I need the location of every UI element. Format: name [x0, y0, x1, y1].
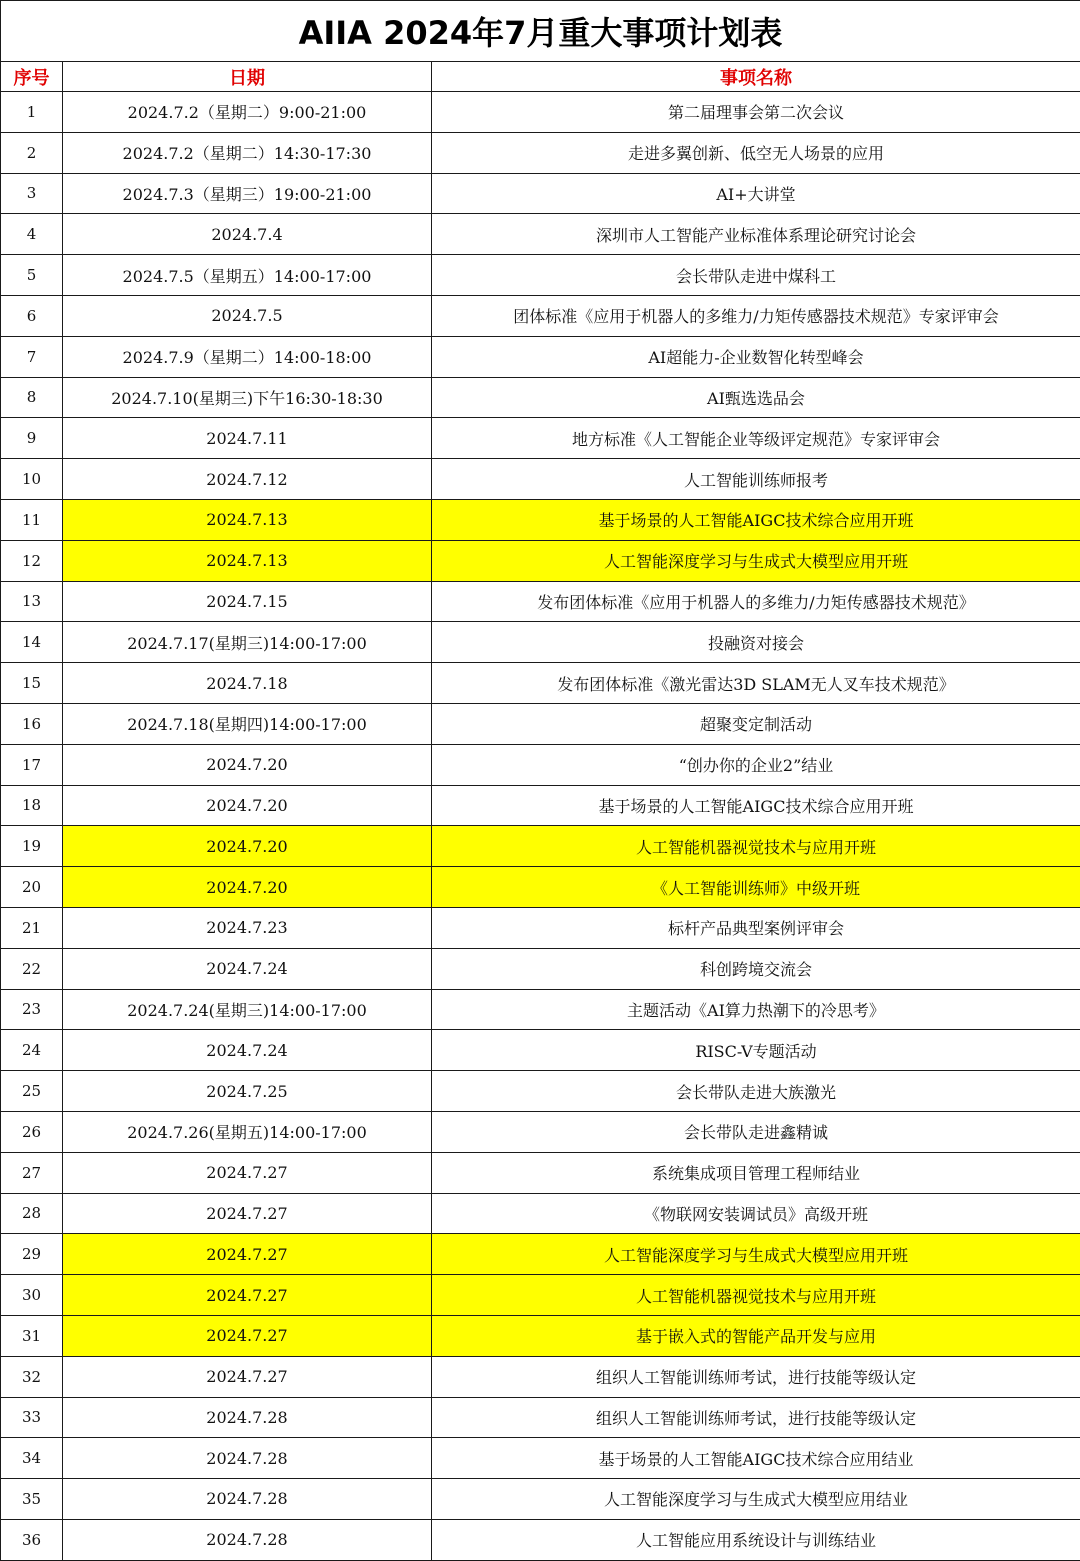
- row-index-cell: 30: [1, 1275, 63, 1316]
- table-row: [1, 1234, 1080, 1275]
- row-date-cell: 2024.7.3（星期三）19:00-21:00: [63, 173, 432, 214]
- row-date-cell: 2024.7.2（星期二）14:30-17:30: [63, 132, 432, 173]
- table-row: [1, 1315, 1080, 1356]
- title-row: [1, 1, 1080, 62]
- row-date-cell: 2024.7.13: [63, 540, 432, 581]
- table-row: [1, 1479, 1080, 1520]
- row-index-cell: 14: [1, 622, 63, 663]
- row-date-cell: 2024.7.27: [63, 1275, 432, 1316]
- row-date-cell: 2024.7.25: [63, 1071, 432, 1112]
- row-event-cell: 人工智能深度学习与生成式大模型应用开班: [432, 540, 1080, 581]
- table-row: [1, 1397, 1080, 1438]
- row-index-cell: 19: [1, 826, 63, 867]
- row-index-cell: 35: [1, 1479, 63, 1520]
- row-index-cell: 9: [1, 418, 63, 459]
- row-date-cell: 2024.7.9（星期二）14:00-18:00: [63, 336, 432, 377]
- table-row: [1, 132, 1080, 173]
- row-date-cell: 2024.7.27: [63, 1152, 432, 1193]
- row-index-cell: 16: [1, 703, 63, 744]
- row-date-cell: 2024.7.18: [63, 663, 432, 704]
- table-row: [1, 703, 1080, 744]
- row-event-cell: AI超能力-企业数智化转型峰会: [432, 336, 1080, 377]
- row-date-cell: 2024.7.5: [63, 295, 432, 336]
- row-index-cell: 21: [1, 907, 63, 948]
- row-event-cell: 会长带队走进中煤科工: [432, 255, 1080, 296]
- row-date-cell: 2024.7.24: [63, 1030, 432, 1071]
- row-index-cell: 29: [1, 1234, 63, 1275]
- table-row: [1, 1438, 1080, 1479]
- table-row: [1, 622, 1080, 663]
- row-date-cell: 2024.7.20: [63, 744, 432, 785]
- row-index-cell: 4: [1, 214, 63, 255]
- row-index-cell: 8: [1, 377, 63, 418]
- row-index-cell: 2: [1, 132, 63, 173]
- row-index-cell: 32: [1, 1356, 63, 1397]
- row-event-cell: 基于场景的人工智能AIGC技术综合应用开班: [432, 499, 1080, 540]
- row-index-cell: 25: [1, 1071, 63, 1112]
- row-date-cell: 2024.7.17(星期三)14:00-17:00: [63, 622, 432, 663]
- row-event-cell: 超聚变定制活动: [432, 703, 1080, 744]
- row-event-cell: 第二届理事会第二次会议: [432, 92, 1080, 133]
- row-event-cell: “创办你的企业2”结业: [432, 744, 1080, 785]
- row-index-cell: 13: [1, 581, 63, 622]
- row-date-cell: 2024.7.15: [63, 581, 432, 622]
- row-event-cell: 人工智能机器视觉技术与应用开班: [432, 1275, 1080, 1316]
- table-row: [1, 540, 1080, 581]
- header-row: [1, 62, 1080, 92]
- table-row: [1, 214, 1080, 255]
- row-event-cell: 发布团体标准《激光雷达3D SLAM无人叉车技术规范》: [432, 663, 1080, 704]
- table-row: [1, 1152, 1080, 1193]
- row-event-cell: 基于场景的人工智能AIGC技术综合应用开班: [432, 785, 1080, 826]
- table-row: [1, 581, 1080, 622]
- row-date-cell: 2024.7.11: [63, 418, 432, 459]
- row-index-cell: 23: [1, 989, 63, 1030]
- row-date-cell: 2024.7.13: [63, 499, 432, 540]
- row-event-cell: 人工智能应用系统设计与训练结业: [432, 1519, 1080, 1560]
- row-event-cell: 基于嵌入式的智能产品开发与应用: [432, 1315, 1080, 1356]
- row-index-cell: 15: [1, 663, 63, 704]
- row-event-cell: 人工智能训练师报考: [432, 459, 1080, 500]
- row-date-cell: 2024.7.28: [63, 1397, 432, 1438]
- row-event-cell: 系统集成项目管理工程师结业: [432, 1152, 1080, 1193]
- row-index-cell: 17: [1, 744, 63, 785]
- row-date-cell: 2024.7.24(星期三)14:00-17:00: [63, 989, 432, 1030]
- row-date-cell: 2024.7.28: [63, 1519, 432, 1560]
- row-event-cell: AI+大讲堂: [432, 173, 1080, 214]
- table-row: [1, 255, 1080, 296]
- row-index-cell: 27: [1, 1152, 63, 1193]
- row-date-cell: 2024.7.27: [63, 1193, 432, 1234]
- table-row: [1, 92, 1080, 133]
- row-index-cell: 20: [1, 867, 63, 908]
- header-date: 日期: [63, 62, 432, 92]
- row-date-cell: 2024.7.27: [63, 1234, 432, 1275]
- row-event-cell: AI甄选选品会: [432, 377, 1080, 418]
- row-date-cell: 2024.7.2（星期二）9:00-21:00: [63, 92, 432, 133]
- table-row: [1, 663, 1080, 704]
- row-date-cell: 2024.7.5（星期五）14:00-17:00: [63, 255, 432, 296]
- row-index-cell: 5: [1, 255, 63, 296]
- row-event-cell: 人工智能深度学习与生成式大模型应用结业: [432, 1479, 1080, 1520]
- row-index-cell: 1: [1, 92, 63, 133]
- header-event: 事项名称: [432, 62, 1080, 92]
- row-event-cell: 《物联网安装调试员》高级开班: [432, 1193, 1080, 1234]
- row-date-cell: 2024.7.10(星期三)下午16:30-18:30: [63, 377, 432, 418]
- row-index-cell: 22: [1, 948, 63, 989]
- table-row: [1, 1071, 1080, 1112]
- row-index-cell: 34: [1, 1438, 63, 1479]
- row-index-cell: 31: [1, 1315, 63, 1356]
- page-title: AIIA 2024年7月重大事项计划表: [1, 1, 1080, 62]
- row-date-cell: 2024.7.28: [63, 1479, 432, 1520]
- row-date-cell: 2024.7.23: [63, 907, 432, 948]
- table-row: [1, 989, 1080, 1030]
- row-index-cell: 28: [1, 1193, 63, 1234]
- table-row: [1, 948, 1080, 989]
- row-event-cell: 会长带队走进大族激光: [432, 1071, 1080, 1112]
- row-index-cell: 7: [1, 336, 63, 377]
- row-date-cell: 2024.7.24: [63, 948, 432, 989]
- table-row: [1, 1275, 1080, 1316]
- row-date-cell: 2024.7.26(星期五)14:00-17:00: [63, 1111, 432, 1152]
- table-row: [1, 418, 1080, 459]
- row-date-cell: 2024.7.20: [63, 785, 432, 826]
- row-date-cell: 2024.7.28: [63, 1438, 432, 1479]
- table-row: [1, 1356, 1080, 1397]
- row-index-cell: 3: [1, 173, 63, 214]
- table-row: [1, 336, 1080, 377]
- table-row: [1, 499, 1080, 540]
- row-date-cell: 2024.7.18(星期四)14:00-17:00: [63, 703, 432, 744]
- row-index-cell: 6: [1, 295, 63, 336]
- table-row: [1, 459, 1080, 500]
- row-event-cell: 发布团体标准《应用于机器人的多维力/力矩传感器技术规范》: [432, 581, 1080, 622]
- row-event-cell: 人工智能深度学习与生成式大模型应用开班: [432, 1234, 1080, 1275]
- row-event-cell: 团体标准《应用于机器人的多维力/力矩传感器技术规范》专家评审会: [432, 295, 1080, 336]
- table-row: [1, 1030, 1080, 1071]
- row-event-cell: RISC-V专题活动: [432, 1030, 1080, 1071]
- row-date-cell: 2024.7.27: [63, 1356, 432, 1397]
- table-row: [1, 867, 1080, 908]
- row-event-cell: 科创跨境交流会: [432, 948, 1080, 989]
- row-event-cell: 《人工智能训练师》中级开班: [432, 867, 1080, 908]
- row-event-cell: 组织人工智能训练师考试，进行技能等级认定: [432, 1356, 1080, 1397]
- row-event-cell: 会长带队走进鑫精诚: [432, 1111, 1080, 1152]
- row-date-cell: 2024.7.20: [63, 867, 432, 908]
- table-row: [1, 744, 1080, 785]
- table-row: [1, 1111, 1080, 1152]
- table-row: [1, 1193, 1080, 1234]
- table-row: [1, 907, 1080, 948]
- table-row: [1, 173, 1080, 214]
- table-row: [1, 785, 1080, 826]
- row-date-cell: 2024.7.12: [63, 459, 432, 500]
- table-row: [1, 377, 1080, 418]
- row-event-cell: 标杆产品典型案例评审会: [432, 907, 1080, 948]
- row-event-cell: 组织人工智能训练师考试，进行技能等级认定: [432, 1397, 1080, 1438]
- row-index-cell: 24: [1, 1030, 63, 1071]
- row-date-cell: 2024.7.4: [63, 214, 432, 255]
- row-index-cell: 10: [1, 459, 63, 500]
- row-date-cell: 2024.7.20: [63, 826, 432, 867]
- row-date-cell: 2024.7.27: [63, 1315, 432, 1356]
- row-event-cell: 走进多翼创新、低空无人场景的应用: [432, 132, 1080, 173]
- table-row: [1, 295, 1080, 336]
- row-event-cell: 地方标准《人工智能企业等级评定规范》专家评审会: [432, 418, 1080, 459]
- row-index-cell: 33: [1, 1397, 63, 1438]
- row-event-cell: 投融资对接会: [432, 622, 1080, 663]
- header-index: 序号: [1, 62, 63, 92]
- row-index-cell: 36: [1, 1519, 63, 1560]
- row-event-cell: 基于场景的人工智能AIGC技术综合应用结业: [432, 1438, 1080, 1479]
- row-event-cell: 主题活动《AI算力热潮下的冷思考》: [432, 989, 1080, 1030]
- row-event-cell: 深圳市人工智能产业标准体系理论研究讨论会: [432, 214, 1080, 255]
- row-index-cell: 11: [1, 499, 63, 540]
- row-index-cell: 18: [1, 785, 63, 826]
- table-row: [1, 1519, 1080, 1560]
- row-event-cell: 人工智能机器视觉技术与应用开班: [432, 826, 1080, 867]
- row-index-cell: 12: [1, 540, 63, 581]
- row-index-cell: 26: [1, 1111, 63, 1152]
- table-row: [1, 826, 1080, 867]
